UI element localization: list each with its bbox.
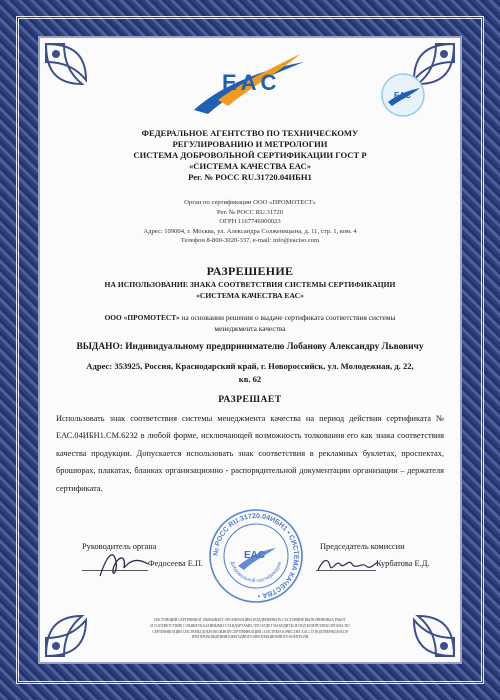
organ-line: Орган по сертификации ООО «ПРОМОТЕСТ» [184,199,316,206]
stamp-inner-text: Добровольной сертификации [228,560,284,585]
organ-line: Рег. № РОСС RU.31720 [216,208,284,216]
left-signer-title: Руководитель органа [82,542,157,551]
issued-to: ВЫДАНО: Индивидуальному предпринимателю Лобанову Александру Львовичу [76,342,424,352]
left-signature-icon [96,548,152,582]
certification-stamp-icon [206,506,306,606]
subtitle-line: НА ИСПОЛЬЗОВАНИЕ ЗНАКА СООТВЕТСТВИЯ СИСТЕМЫ СЕРТИФИКАЦИИ [104,280,396,289]
document-subtitle [40,280,460,301]
footer-notice [64,618,436,641]
permission-text: Использовать знак соответствия системы менеджмента качества на период действия сертификата № ЕАС.04ИБН1.СМ.6232 в любой форме, исключающей возможность толкования его как знака соответствия качества продукции. Допускается использовать знак соответствия в рекламных буклетах, проспектах, брошюрах, плакатах, бланках организационно - распорядительной документации организации – держателя сертификата. [56,414,444,493]
agency-line: Рег. № РОСС RU.31720.04ИБН1 [188,172,312,182]
address-line: кв. 62 [238,374,262,384]
issue-basis [40,312,460,334]
issuer-org: ООО «ПРОМОТЕСТ» [104,313,180,322]
eac-seal-text: EAC [394,91,411,100]
footer-line: НАСТОЯЩИЙ СЕРТИФИКАТ ОБЯЗЫВАЕТ ОРГАНИЗАЦИЮ ПОДДЕРЖИВАТЬ СОСТОЯНИЕ ВЫПОЛНЯЕМЫХ РАБОТ [154,618,346,622]
subtitle-line: «СИСТЕМА КАЧЕСТВА ЕАС» [196,290,304,300]
footer-line: СЕРТИФИКАЦИИ СИСТЕМЫ ДОБРОВОЛЬНОЙ СЕРТИФИКАЦИИ «СИСТЕМА КАЧЕСТВА ЕАС» И ПОДТВЕРЖДАТЬСЯ [152,629,348,634]
agency-line: РЕГУЛИРОВАНИЮ И МЕТРОЛОГИИ [172,139,328,149]
footer-line: ПРИ ПРОХОЖДЕНИИ ЕЖЕГОДНОГО ИНСПЕКЦИОННОГО КОНТРОЛЯ [191,635,309,640]
holder-address [40,360,460,386]
organ-line: Телефон 8-800-3020-337, e-mail: info@eaciso.com [180,237,320,245]
agency-line: ФЕДЕРАЛЬНОЕ АГЕНТСТВО ПО ТЕХНИЧЕСКОМУ [141,128,359,138]
organ-line: Адрес: 109004, г. Москва, ул. Александра Солженицына, д. 11, стр. 1, ком. 4 [143,227,357,235]
right-signer-name: Курбатова Е.Д. [376,559,430,568]
eac-logo-text: EAC [222,70,281,95]
agency-line: «СИСТЕМА КАЧЕСТВА ЕАС» [189,161,311,171]
permits-heading: РАЗРЕШАЕТ [218,394,282,405]
organ-line: ОГРН 1167746900023 [219,218,281,226]
eac-logo [188,48,308,118]
agency-header [40,128,460,183]
svg-text:Добровольной сертификации [229,561,284,584]
stamp-center-text: EAC [244,550,266,561]
address-line: Адрес: 353925, Россия, Краснодарский край, г. Новороссийск, ул. Молодежная, д. 22, [86,361,414,371]
document-title: РАЗРЕШЕНИЕ [206,264,294,278]
agency-line: СИСТЕМА ДОБРОВОЛЬНОЙ СЕРТИФИКАЦИИ ГОСТ Р [133,150,367,160]
left-signer-name: Федосеева Е.П. [148,559,204,568]
basis-text: на основании решения о выдаче сертификата соответствия системы [179,313,396,322]
stamp-ring-text: № РОСС RU.31720.04ИБН1 • СИСТЕМА КАЧЕСТВА • [212,512,300,599]
certification-body-info [40,198,460,246]
eac-seal-icon [380,72,426,118]
right-signature-icon [316,552,380,578]
right-signer-title: Председатель комиссии [320,542,405,551]
corner-ornament-icon [42,40,106,104]
basis-text-line2: менеджмента качества [214,324,286,333]
footer-line: И СООТВЕТСТВИЕ С ВЫШЕУКАЗАННЫМИ СТАНДАРТАМИ, ЧТО БУДЕТ НАХОДИТЬСЯ ПОД КОНТРОЛЕМ ОРГАНА ПО [150,623,350,628]
